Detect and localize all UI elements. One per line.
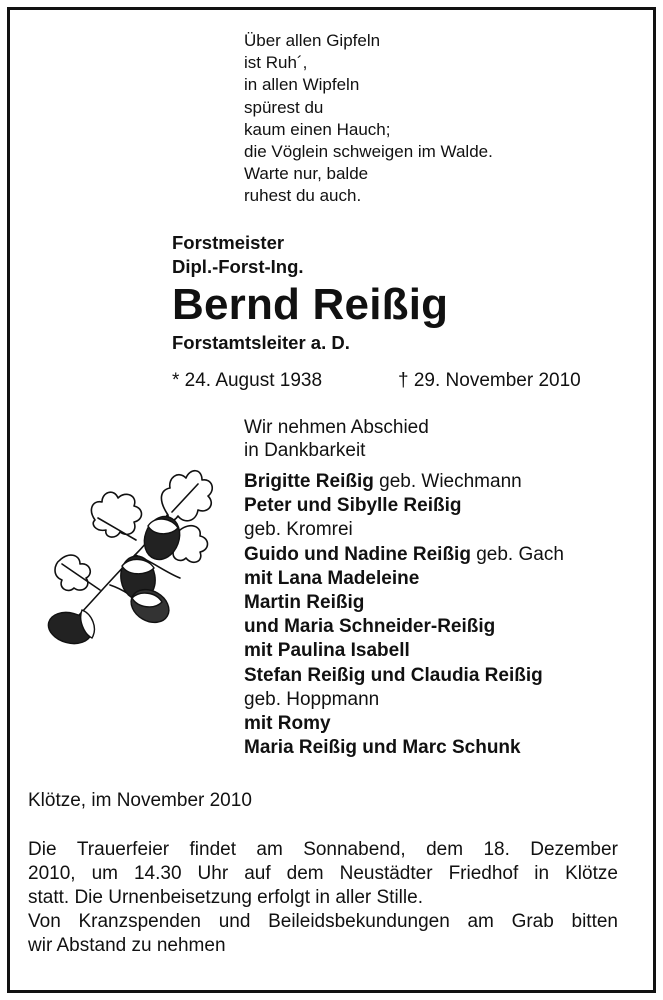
farewell-line: Wir nehmen Abschied bbox=[244, 417, 429, 438]
oak-acorn-branch-icon bbox=[40, 460, 215, 650]
family-row bbox=[244, 567, 564, 591]
deceased-degree: Dipl.-Forst-Ing. bbox=[172, 256, 304, 277]
family-name: Guido und Nadine Reißig bbox=[244, 543, 471, 565]
family-name: mit Lana Madeleine bbox=[244, 567, 420, 589]
notice-word: 14.30 bbox=[133, 863, 182, 884]
poem-line: kaum einen Hauch; bbox=[244, 119, 391, 139]
family-note: geb. Hoppmann bbox=[244, 688, 380, 710]
deceased-name: Bernd Reißig bbox=[172, 280, 449, 329]
notice-word: dem bbox=[286, 863, 324, 884]
notice-line-2 bbox=[28, 862, 618, 886]
notice-word: Trauerfeier bbox=[76, 839, 170, 860]
death-date: † 29. November 2010 bbox=[398, 370, 581, 391]
deceased-block bbox=[172, 231, 448, 355]
family-row bbox=[244, 543, 564, 567]
family-row bbox=[244, 591, 564, 615]
notice-word: Uhr bbox=[197, 863, 229, 884]
poem-line: Über allen Gipfeln bbox=[244, 31, 381, 50]
farewell-text bbox=[244, 416, 429, 462]
notice-line-1 bbox=[28, 838, 618, 862]
family-note: geb. Wiechmann bbox=[373, 471, 522, 492]
birth-date: * 24. August 1938 bbox=[172, 370, 323, 391]
family-name: Martin Reißig bbox=[244, 592, 365, 614]
poem-line: ist Ruh´, bbox=[244, 53, 308, 73]
notice-word: Grab bbox=[511, 911, 554, 932]
notice-word: Beileidsbekundungen bbox=[268, 911, 450, 932]
family-row bbox=[244, 664, 564, 688]
notice-word: Dezember bbox=[530, 839, 618, 860]
notice-word: Neustädter bbox=[339, 863, 433, 884]
notice-word: auf bbox=[244, 863, 271, 884]
notice-word: bitten bbox=[571, 911, 618, 932]
notice-word: 2010, bbox=[28, 863, 76, 884]
family-name: mit Romy bbox=[244, 713, 331, 735]
notice-word: Von bbox=[28, 911, 61, 932]
notice-line-4 bbox=[28, 910, 618, 934]
family-row bbox=[244, 518, 564, 542]
family-row bbox=[244, 494, 564, 518]
poem-line: in allen Wipfeln bbox=[244, 75, 360, 95]
poem bbox=[244, 30, 493, 208]
poem-line: spürest du bbox=[244, 97, 324, 117]
family-row bbox=[244, 712, 564, 736]
poem-line: Warte nur, balde bbox=[244, 164, 369, 184]
notice-word: Sonnabend, bbox=[303, 839, 406, 860]
family-name: Maria Reißig und Marc Schunk bbox=[244, 737, 521, 759]
notice-word: am bbox=[467, 911, 494, 932]
place-date: Klötze, im November 2010 bbox=[28, 790, 252, 811]
family-note: geb. Gach bbox=[470, 543, 564, 565]
poem-line: die Vöglein schweigen im Walde. bbox=[244, 142, 493, 162]
notice-word: und bbox=[218, 911, 251, 932]
funeral-notice bbox=[28, 838, 618, 958]
family-row bbox=[244, 639, 564, 663]
notice-word: Klötze bbox=[565, 863, 618, 884]
family-row bbox=[244, 470, 564, 494]
notice-line-3: statt. Die Urnenbeisetzung erfolgt in aller Stille. bbox=[28, 887, 423, 908]
deceased-position: Forstamtsleiter a. D. bbox=[172, 332, 350, 353]
notice-word: Die bbox=[28, 839, 57, 860]
poem-line: ruhest du auch. bbox=[244, 186, 362, 206]
notice-word: findet bbox=[189, 839, 236, 860]
notice-word: am bbox=[256, 839, 283, 860]
notice-line-5: wir Abstand zu nehmen bbox=[28, 935, 226, 956]
notice-word: um bbox=[91, 863, 118, 884]
notice-word: Kranzspenden bbox=[78, 911, 201, 932]
notice-word: in bbox=[534, 863, 550, 884]
family-row bbox=[244, 736, 564, 760]
family-row bbox=[244, 688, 564, 712]
family-name: mit Paulina Isabell bbox=[244, 640, 410, 662]
farewell-line: in Dankbarkeit bbox=[244, 440, 366, 461]
family-list bbox=[244, 470, 564, 760]
family-name: und Maria Schneider-Reißig bbox=[244, 616, 496, 638]
deceased-title: Forstmeister bbox=[172, 232, 285, 253]
notice-word: Friedhof bbox=[448, 863, 519, 884]
family-name: Stefan Reißig und Claudia Reißig bbox=[244, 664, 543, 686]
family-name: Brigitte Reißig bbox=[244, 471, 374, 492]
family-note: geb. Kromrei bbox=[244, 519, 353, 541]
family-row bbox=[244, 615, 564, 639]
family-name: Peter und Sibylle Reißig bbox=[244, 495, 462, 517]
notice-word: 18. bbox=[483, 839, 510, 860]
notice-word: dem bbox=[426, 839, 464, 860]
